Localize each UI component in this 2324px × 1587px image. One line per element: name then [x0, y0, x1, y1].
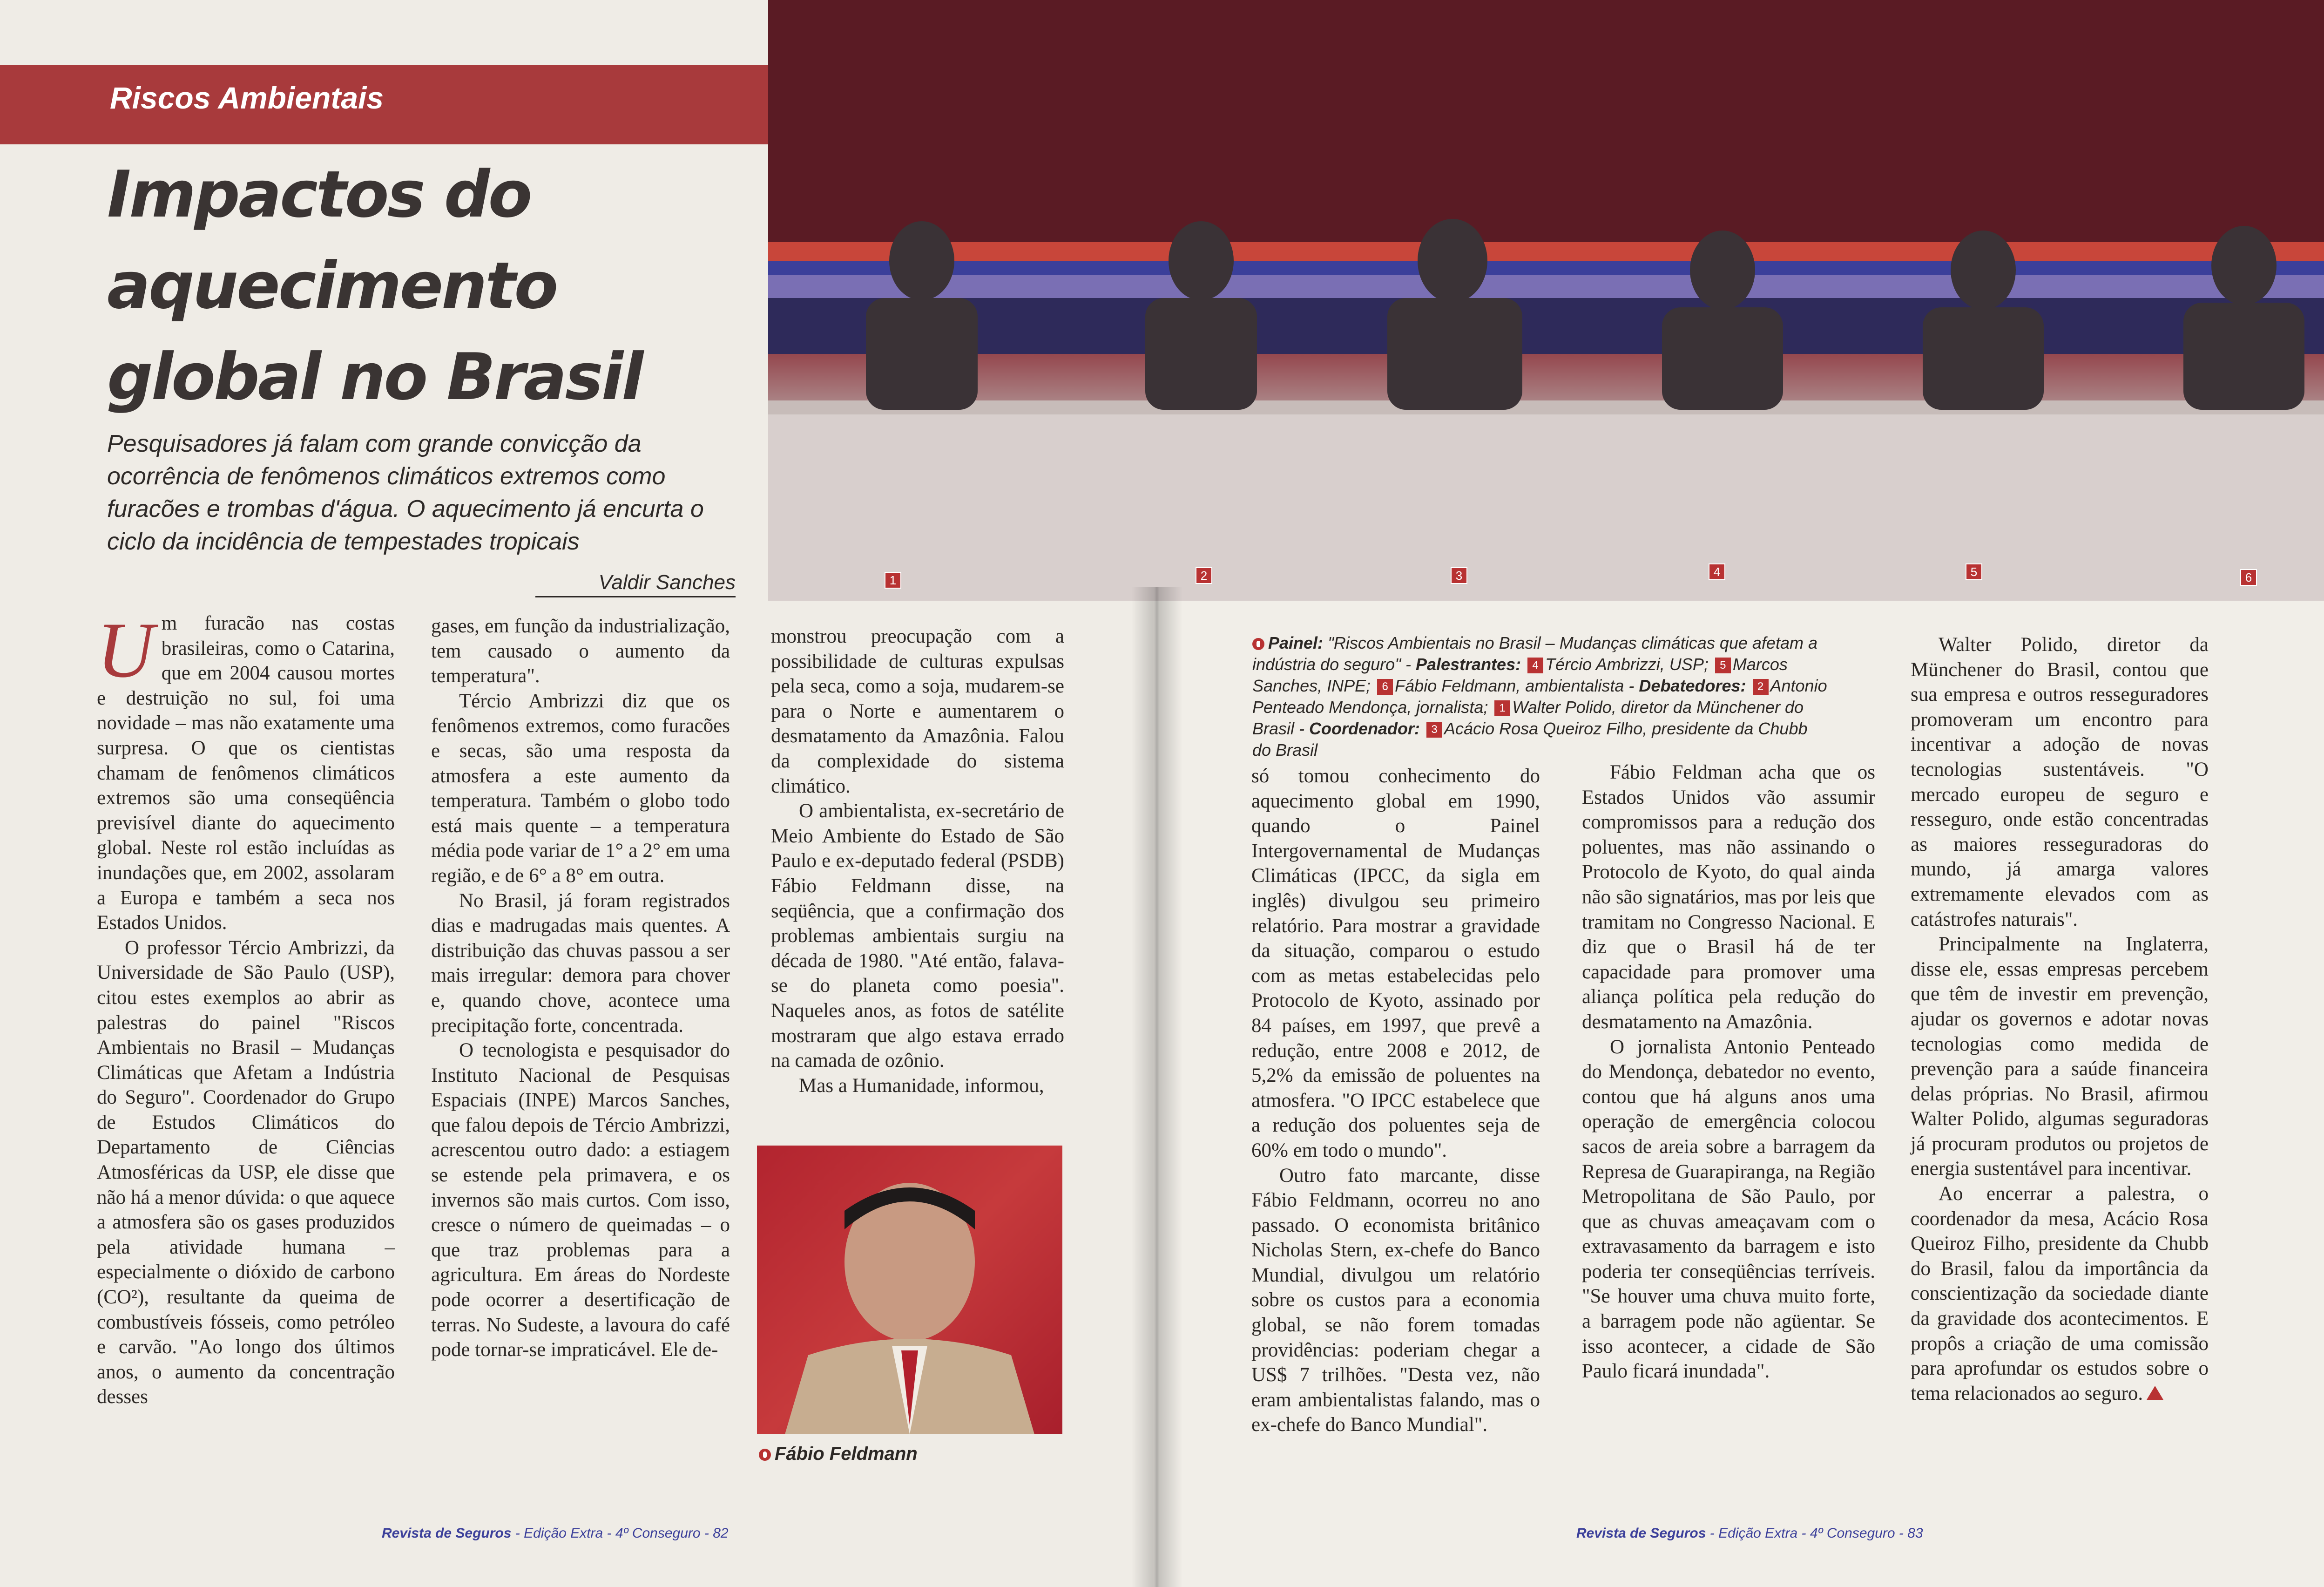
photo-number-6: 6 [2240, 569, 2257, 586]
photo-number-2: 2 [1196, 567, 1212, 584]
column-6-paragraph-1: Walter Polido, diretor da Münchener do Brasil, contou que sua empresa e outros resseguradores promoveram um encontro para incentivar a adoção de novas tecnologias sustentáveis. "O mercado europeu de seguro e resseguro, onde estão concentradas as maiores resseguradoras do mundo, já amarga valores extremamente elevados com as catástrofes naturais". [1911, 634, 2209, 930]
caption-number-6: 6 [1377, 679, 1393, 695]
column-2-paragraph-4: O tecnologista e pesquisador do Instituto Nacional de Pesquisas Espaciais (INPE) Marcos Sanches, que falou depois de Tércio Ambrizzi, acrescentou outro dado: a estiagem se estende pela primavera, e os invernos são mais curtos. Com isso, cresce o número de queimadas – o que traz problemas para a agricultura. Em áreas do Nordeste pode ocorrer a desertificação de terras. No Sudeste, a lavoura do café pode tornar-se impraticável. Ele de- [431, 1039, 730, 1361]
portrait-caption [759, 1444, 918, 1465]
footer-right [1576, 1526, 1923, 1541]
column-5-paragraph-1: Fábio Feldman acha que os Estados Unidos vão assumir compromissos para a redução dos poluentes, mas não assinando o Protocolo de Kyoto, do qual ainda não são signatários, mas por leis que tramitam no Congresso Nacional. E diz que o Brasil há de ter capacidade para promover uma aliança política pela redução do desmatamento na Amazônia. [1582, 761, 1875, 1033]
footer-left-magazine: Revista de Seguros [382, 1526, 512, 1541]
caption-number-5: 5 [1715, 658, 1731, 673]
column-6-paragraph-2: Principalmente na Inglaterra, disse ele, essas empresas percebem que têm de investir em prevenção, ajudar os governos e adotar novas tecnologias como medida de prevenção para a saúde financeira delas próprias. No Brasil, afirmou Walter Polido, algumas seguradoras já procuram produtos ou projetos de energia sustentável para incentivar. [1911, 933, 2209, 1180]
column-2-paragraph-2: Tércio Ambrizzi diz que os fenômenos extremos, como furacões e secas, são uma resposta da atmosfera a este aumento da temperatura. Também o globo todo está mais quente – a temperatura média pode variar de 1° a 2° em uma região, e de 6° a 8° em outra. [431, 690, 730, 887]
headline-line-2: aquecimento [107, 248, 557, 323]
article-column-6 [1911, 632, 2209, 1406]
headline-line-3: global no Brasil [107, 339, 642, 414]
lead-line-1: Pesquisadores já falam com grande convicção da [107, 430, 642, 457]
caption-speaker-1: Tércio Ambrizzi, USP; [1545, 655, 1709, 674]
caption-number-2: 2 [1753, 679, 1769, 695]
end-of-article-icon [2147, 1386, 2163, 1400]
article-column-3 [771, 624, 1064, 1098]
lead-line-2: ocorrência de fenômenos climáticos extremos como [107, 463, 666, 490]
spread-gutter [1131, 587, 1182, 1587]
column-3-paragraph-3: Mas a Humanidade, informou, [799, 1074, 1044, 1097]
caption-painel-text: "Riscos Ambientais no Brasil – Mudanças climáticas que afetam a indústria do seguro" - [1252, 633, 1817, 674]
column-3-paragraph-1: monstrou preocupação com a possibilidade de culturas expulsas pela seca, como a soja, mudarem-se para o Norte e aumentarem o desmatamento da Amazônia. Falou da complexidade do sistema climático. [771, 625, 1064, 797]
article-column-2 [431, 614, 730, 1363]
portrait-illustration [757, 1146, 1062, 1434]
column-2-paragraph-1: gases, em função da industrialização, tem causado o aumento da temperatura". [431, 615, 730, 687]
caption-debater-1: Antonio Penteado Mendonça, jornalista; [1252, 676, 1827, 717]
portrait-caption-text: Fábio Feldmann [775, 1444, 918, 1464]
caption-coordenador-label: Coordenador: [1309, 719, 1420, 738]
column-6-paragraph-3-text: Ao encerrar a palestra, o coordenador da mesa, Acácio Rosa Queiroz Filho, presidente da Chubb do Brasil, falou da importância da conscientização da sociedade diante da gravidade dos acontecimentos. E propôs a criação de uma comissão para aprofundar os estudos sobre o tema relacionados ao seguro. [1911, 1183, 2209, 1404]
panel-photo [768, 0, 2324, 601]
column-6-paragraph-3 [1911, 1181, 2209, 1406]
caption-debatedores-label: Debatedores: [1639, 676, 1746, 695]
column-5-paragraph-2: O jornalista Antonio Penteado do Mendonça, debatedor no evento, contou que há alguns anos uma operação de emergência colocou sacos de areia sobre a barragem da Represa de Guarapiranga, na Região Metropolitana de São Paulo, por que as chuvas ameaçavam com o extravasamento da barragem e isto poderia ter conseqüências terríveis. "Se houver uma chuva muito forte, a barragem pode não agüentar. Se isso acontecer, a cidade de São Paulo ficará inundada". [1582, 1036, 1875, 1383]
lead-line-3: furacões e trombas d'água. O aquecimento já encurta o [107, 495, 704, 522]
photo-number-1: 1 [885, 572, 901, 589]
column-2-paragraph-3: No Brasil, já foram registrados dias e madrugadas mais quentes. A distribuição das chuvas passou a ser mais irregular: demora para chover e, quando chove, acontece uma precipitação forte, concentrada. [431, 889, 730, 1037]
column-4-paragraph-2: Outro fato marcante, disse Fábio Feldmann, ocorreu no ano passado. O economista britânico Nicholas Stern, ex-chefe do Banco Mundial, divulgou um relatório sobre os custos para a economia global, se não forem tomadas providências: poderiam chegar a US$ 7 trilhões. "Desta vez, não eram ambientalistas falando, mas o ex-chefe do Banco Mundial". [1251, 1164, 1540, 1436]
footer-left-edition: - Edição Extra - 4º Conseguro - 82 [511, 1526, 729, 1541]
caption-speaker-3: Fábio Feldmann, ambientalista - [1395, 676, 1635, 695]
portrait-photo [757, 1146, 1062, 1434]
byline: Valdir Sanches [535, 571, 736, 597]
panel-photo-illustration [768, 0, 2324, 601]
drop-cap: U [97, 606, 154, 694]
photo-number-3: 3 [1451, 567, 1467, 584]
caption-number-3: 3 [1426, 722, 1442, 738]
article-column-5 [1582, 760, 1875, 1384]
article-column-4 [1251, 764, 1540, 1438]
caption-painel-label: Painel: [1268, 633, 1324, 652]
article-lead [107, 427, 750, 558]
headline-line-1: Impactos do [107, 157, 531, 232]
photo-number-5: 5 [1966, 563, 1982, 580]
article-headline [107, 149, 759, 423]
caption-number-1: 1 [1494, 700, 1510, 716]
column-1-paragraph-1-text: m furacão nas costas brasileiras, como o Catarina, que em 2004 causou mortes e destruição no sul, foi uma novidade – mas não exatamente uma surpresa. O que os cientistas chamam de fenômenos climáticos extremos são uma conseqüência previsível diante do aquecimento global. Neste rol estão incluídas as inundações que, em 2002, assolaram a Europa e também a seca nos Estados Unidos. [97, 612, 395, 934]
lead-line-4: ciclo da incidência de tempestades tropicais [107, 528, 580, 555]
footer-left [382, 1526, 729, 1541]
column-4-paragraph-1: só tomou conhecimento do aquecimento global em 1990, quando o Painel Intergovernamental de Mudanças Climáticas (IPCC, da sigla em inglês) divulgou seu primeiro relatório. Para mostrar a gravidade da situação, comparou o estudo com as metas estabelecidas pelo Protocolo de Kyoto, assinado por 84 países, em 1997, que prevê a redução, entre 2008 e 2012, de 5,2% da emissão de poluentes na atmosfera. "O IPCC estabelece que a redução dos poluentes seja de 60% em todo o mundo". [1251, 765, 1540, 1161]
section-label: Riscos Ambientais [110, 81, 384, 115]
column-3-paragraph-2: O ambientalista, ex-secretário de Meio Ambiente do Estado de São Paulo e ex-deputado federal (PSDB) Fábio Feldmann disse, na seqüência, que a confirmação dos problemas ambientais surgiu na década de 1980. "Até então, falava-se do planeta como poesia". Naqueles anos, as fotos de satélite mostraram que algo estava errado na camada de ozônio. [771, 800, 1064, 1072]
info-bullet-icon [1252, 638, 1264, 650]
photo-number-4: 4 [1709, 563, 1725, 580]
caption-number-4: 4 [1527, 658, 1543, 673]
caption-speaker-2: Marcos Sanches, INPE; [1252, 655, 1788, 695]
column-1-paragraph-1 [97, 606, 395, 936]
portrait-bullet-icon [759, 1449, 771, 1461]
footer-right-edition: - Edição Extra - 4º Conseguro - 83 [1706, 1526, 1923, 1541]
caption-coordinator: Acácio Rosa Queiroz Filho, presidente da Chubb do Brasil [1252, 719, 1808, 760]
footer-right-magazine: Revista de Seguros [1576, 1526, 1706, 1541]
photo-caption [1252, 632, 1830, 761]
column-1-paragraph-2: O professor Tércio Ambrizzi, da Universidade de São Paulo (USP), citou estes exemplos ao abrir as palestras do painel "Riscos Ambientais no Brasil – Mudanças Climáticas que Afetam a Indústria do Seguro". Coordenador do Grupo de Estudos Climáticos do Departamento de Ciências Atmosféricas da USP, ele disse que não há a menor dúvida: o que aquece a atmosfera são os gases produzidos pela atividade humana – especialmente o dióxido de carbono (CO²), resultante da queima de combustíveis fósseis, como petróleo e carvão. "Ao longo dos últimos anos, o aumento da concentração desses [97, 936, 395, 1408]
caption-palestrantes-label: Palestrantes: [1415, 655, 1521, 674]
caption-debater-2: Walter Polido, diretor da Münchener do Brasil - [1252, 698, 1804, 738]
article-column-1 [97, 606, 395, 1410]
